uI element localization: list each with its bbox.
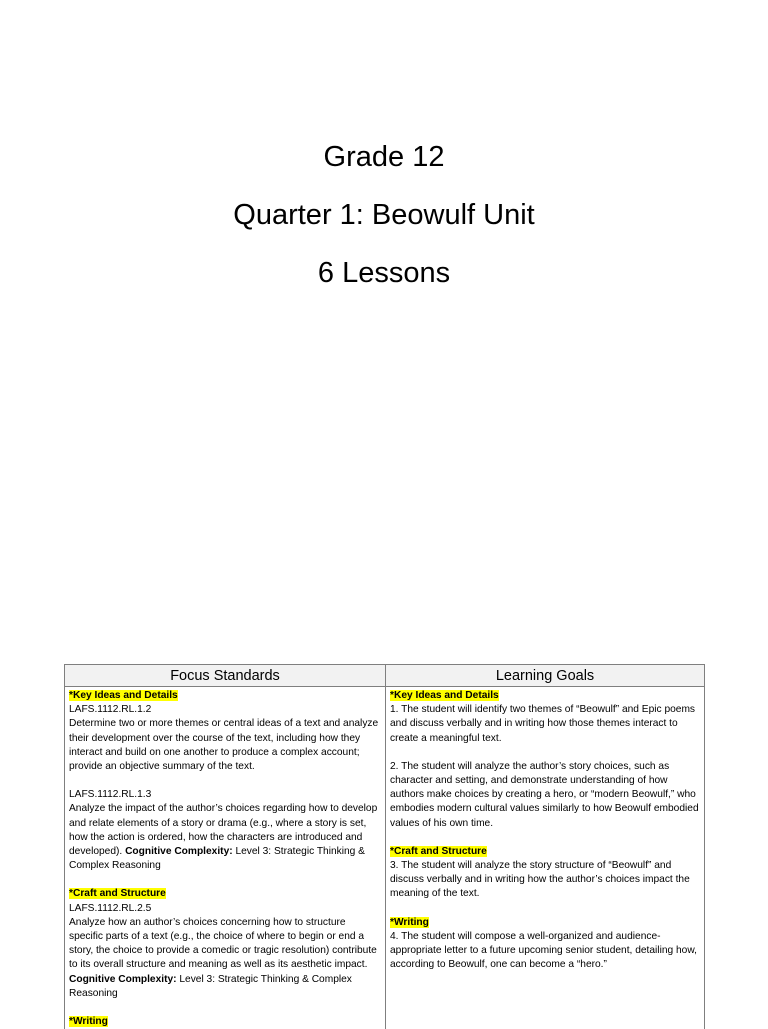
goals-cs-heading: *Craft and Structure [390,846,487,857]
focus-standards-cell [65,687,386,1029]
std2-cc-label: Cognitive Complexity: [125,846,233,857]
learning-goals-cell [386,687,705,1029]
goal-3: 3. The student will analyze the story structure of “Beowulf” and discuss verbally and in writing how the author’s choices impact the meaning of the text. [390,859,700,902]
std2-text: Analyze the impact of the author’s choices regarding how to develop and relate elements of a story or drama (e.g., where a story is set, how the action is ordered, how the characters are introduced and developed). [69,803,377,857]
goals-kid-heading: *Key Ideas and Details [390,690,499,701]
std2-block [69,802,381,873]
focus-kid-heading: *Key Ideas and Details [69,690,178,701]
std1-text: Determine two or more themes or central ideas of a text and analyze their development over the course of the text, including how they interact and build on one another to produce a complex account; provide an objective summary of the text. [69,717,381,774]
table-row [65,687,705,1029]
table-header-row [65,665,705,687]
quarter-title: Quarter 1: Beowulf Unit [0,186,768,244]
goal-4: 4. The student will compose a well-organized and audience-appropriate letter to a future upcoming senior student, detailing how, according to Beowulf, one can become a “hero.” [390,930,700,973]
focus-cs-heading: *Craft and Structure [69,888,166,899]
std3-text: Analyze how an author’s choices concerning how to structure specific parts of a text (e.g., the choice of where to begin or end a story, the choice to provide a comedic or tragic resolution) contribute to its overall structure and meaning as well as its aesthetic impact. [69,917,377,971]
header-focus-standards: Focus Standards [65,665,386,687]
std3-block [69,916,381,1001]
focus-writing-heading: *Writing [69,1016,108,1027]
goal-1: 1. The student will identify two themes of “Beowulf” and Epic poems and discuss verbally and in writing how those themes interact to create a meaningful text. [390,703,700,746]
std2-level: Level 3: Strategic Thinking & Complex Reasoning [69,846,365,871]
standards-table [64,664,705,1029]
header-learning-goals: Learning Goals [386,665,705,687]
grade-title: Grade 12 [0,128,768,186]
std3-level: Level 3: Strategic Thinking & Complex Reasoning [69,974,352,999]
lessons-title: 6 Lessons [0,244,768,302]
title-block [0,128,768,302]
std1-code: LAFS.1112.RL.1.2 [69,703,381,717]
std3-cc-label: Cognitive Complexity: [69,974,177,985]
std3-code: LAFS.1112.RL.2.5 [69,902,381,916]
goal-2: 2. The student will analyze the author’s story choices, such as character and setting, and demonstrate understanding of how authors make choices by creating a hero, or “modern Beowulf,” who embodies modern cultural values similarly to how Beowulf embodied values of his own time. [390,760,700,831]
std2-code: LAFS.1112.RL.1.3 [69,788,381,802]
goals-writing-heading: *Writing [390,917,429,928]
